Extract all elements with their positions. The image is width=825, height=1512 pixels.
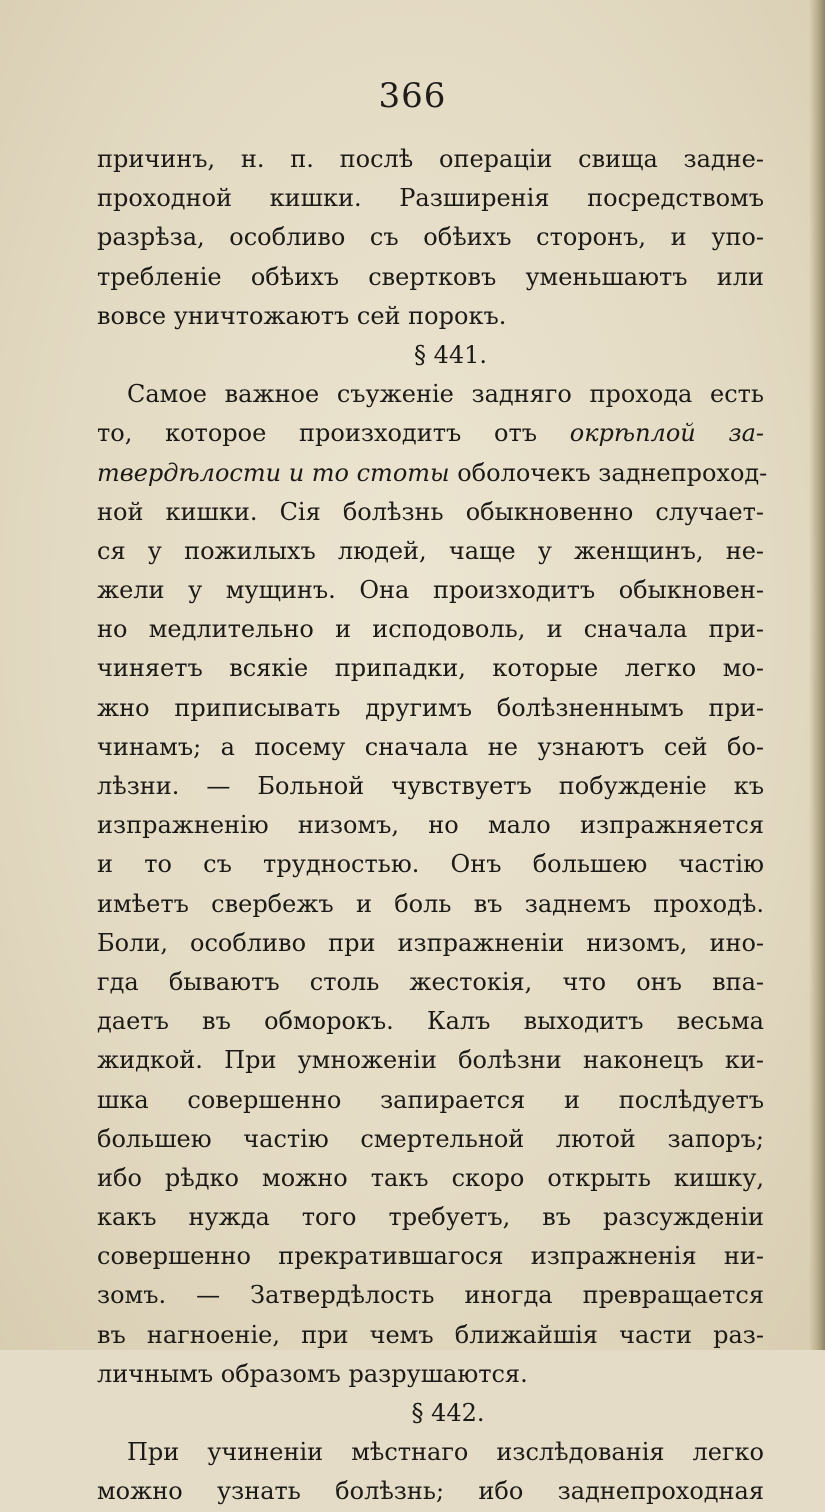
section-heading-441: § 441. — [413, 340, 488, 369]
text-line: въ нагноеніе, при чемъ ближайшія части раз- — [97, 1320, 764, 1349]
text-line: При учиненіи мѣстнаго изслѣдованія легко — [127, 1438, 764, 1467]
text-line: изпражненію низомъ, но мало изпражняется — [97, 811, 764, 840]
text-line: лѣзни. — Больной чувствуетъ побужденіе къ — [97, 772, 764, 800]
text-line: какъ нужда того требуетъ, въ разсужденіи — [97, 1203, 764, 1232]
text-line: ной кишки. Сія болѣзнь обыкновенно случает- — [97, 497, 764, 526]
text-line: даетъ въ обморокъ. Калъ выходитъ весьма — [97, 1007, 764, 1036]
text-run: то, которое произходитъ отъ — [97, 419, 537, 448]
text-line: зомъ. — Затвердѣлость иногда превращается — [97, 1281, 764, 1310]
text-line: ибо рѣдко можно такъ скоро открыть кишку, — [97, 1163, 764, 1192]
italic-text-run: твердѣлости и то стоты — [97, 458, 450, 487]
body-text — [97, 140, 768, 1512]
text-line: но медлительно и исподоволь, и сначала при- — [97, 615, 764, 644]
text-line: шка совершенно запирается и послѣдуетъ — [97, 1085, 764, 1114]
text-line: личнымъ образомъ разрушаются. — [97, 1359, 528, 1388]
page-number: 366 — [378, 76, 447, 116]
text-run: оболочекъ заднепроход- — [457, 458, 768, 487]
text-line: причинъ, н. п. послѣ операціи свища задне- — [97, 145, 764, 173]
text-line: имѣетъ свербежъ и боль въ заднемъ проходѣ. — [97, 889, 764, 918]
text-line-mixed — [97, 454, 768, 493]
text-line: проходной кишки. Разширенія посредствомъ — [97, 184, 764, 213]
italic-text-run: окрѣплой за- — [569, 419, 764, 448]
text-line: Боли, особливо при изпражненіи низомъ, ино- — [97, 928, 764, 957]
text-line: Самое важное съуженіе задняго прохода есть — [127, 380, 764, 409]
section-heading-442: § 442. — [411, 1399, 485, 1427]
text-line: можно узнать болѣзнь; ибо заднепроходная — [97, 1477, 764, 1506]
page-edge-shadow — [809, 0, 825, 1350]
text-line: большею частію смертельной лютой запоръ; — [97, 1124, 764, 1153]
text-line: жно приписывать другимъ болѣзненнымъ при- — [97, 693, 764, 722]
text-line: совершенно прекратившагося изпражненія ни- — [97, 1242, 764, 1271]
text-line: вовсе уничтожаютъ сей порокъ. — [97, 301, 507, 330]
text-line: чинамъ; а посему сначала не узнаютъ сей бо- — [97, 732, 764, 761]
text-line: требленіе обѣихъ свертковъ уменьшаютъ или — [97, 262, 764, 291]
text-line: жидкой. При умноженіи болѣзни наконецъ ки- — [97, 1046, 764, 1075]
text-line: ся у пожилыхъ людей, чаще у женщинъ, не- — [97, 536, 764, 565]
text-line-mixed — [97, 414, 764, 453]
text-line: гда бываютъ столь жестокія, что онъ впа- — [97, 967, 764, 996]
text-line: чиняетъ всякіе припадки, которые легко мо- — [97, 654, 764, 683]
text-line: и то съ трудностью. Онъ большею частію — [97, 850, 764, 879]
text-line: разрѣза, особливо съ обѣихъ сторонъ, и упо- — [97, 223, 764, 252]
text-line: жели у мущинъ. Она произходитъ обыкновен- — [97, 576, 764, 605]
